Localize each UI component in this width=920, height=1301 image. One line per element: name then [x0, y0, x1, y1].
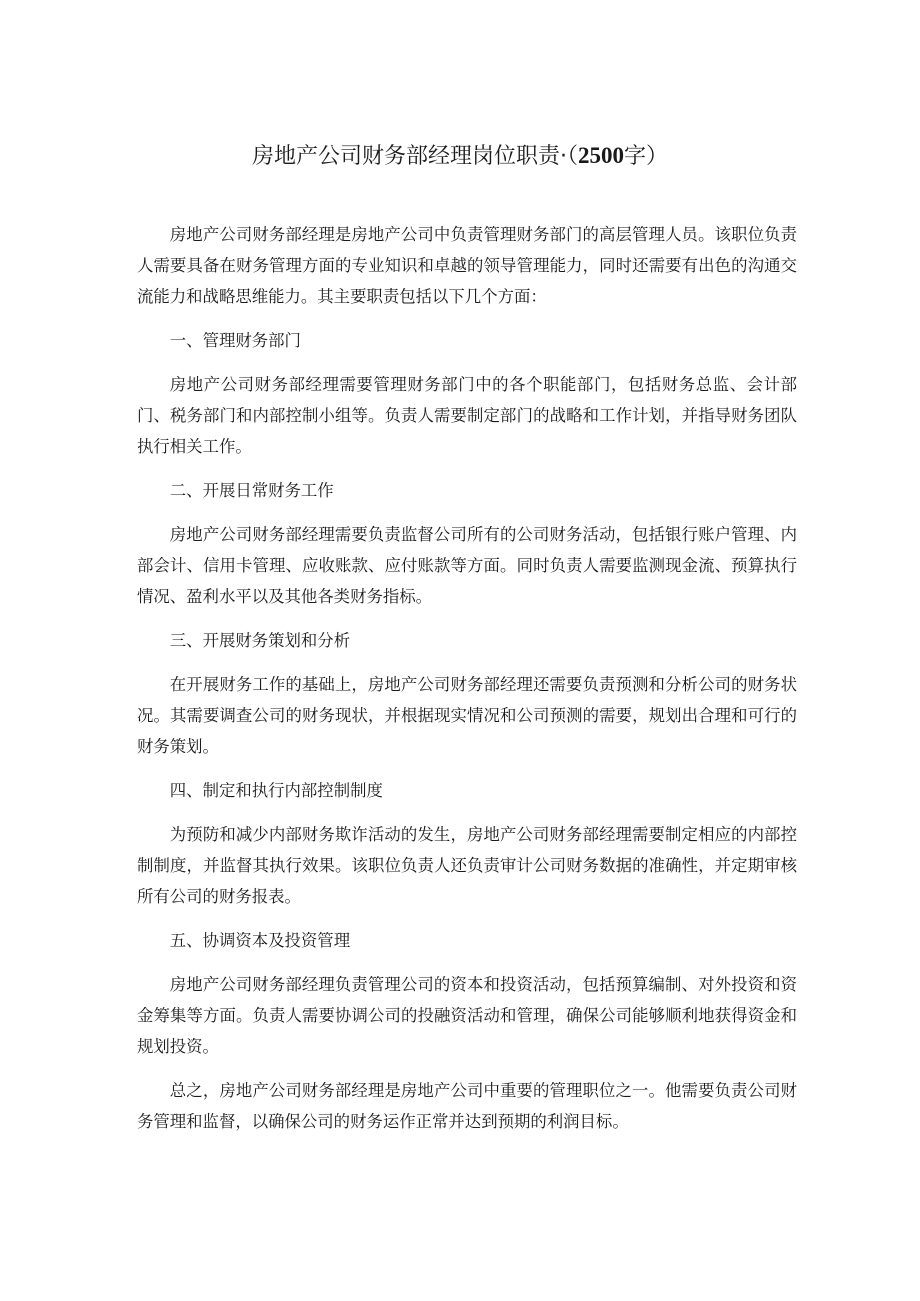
title-text: 房地产公司财务部经理岗位职责·（	[251, 144, 578, 169]
section-heading-5: 五、协调资本及投资管理	[169, 931, 351, 950]
document-body	[137, 219, 797, 1150]
section-heading-3: 三、开展财务策划和分析	[169, 631, 351, 650]
section-body-4: 为预防和减少内部财务欺诈活动的发生，房地产公司财务部经理需要制定相应的内部控制制度，并监督其执行效果。该职位负责人还负责审计公司财务数据的准确性，并定期审核所有公司的财务报表。	[137, 825, 797, 906]
section-heading-4: 四、制定和执行内部控制制度	[169, 781, 383, 800]
section-body-1: 房地产公司财务部经理需要管理财务部门中的各个职能部门，包括财务总监、会计部门、税务部门和内部控制小组等。负责人需要制定部门的战略和工作计划，并指导财务团队执行相关工作。	[137, 375, 797, 456]
intro-paragraph: 房地产公司财务部经理是房地产公司中负责管理财务部门的高层管理人员。该职位负责人需要具备在财务管理方面的专业知识和卓越的领导管理能力，同时还需要有出色的沟通交流能力和战略思维能力。其主要职责包括以下几个方面：	[137, 225, 797, 306]
title-suffix: 字）	[623, 144, 668, 169]
document-title	[0, 141, 920, 172]
conclusion-paragraph: 总之，房地产公司财务部经理是房地产公司中重要的管理职位之一。他需要负责公司财务管理和监督，以确保公司的财务运作正常并达到预期的利润目标。	[137, 1081, 797, 1131]
section-heading-1: 一、管理财务部门	[169, 331, 301, 350]
section-body-5: 房地产公司财务部经理负责管理公司的资本和投资活动，包括预算编制、对外投资和资金筹集等方面。负责人需要协调公司的投融资活动和管理，确保公司能够顺利地获得资金和规划投资。	[137, 975, 797, 1056]
section-body-3: 在开展财务工作的基础上，房地产公司财务部经理还需要负责预测和分析公司的财务状况。其需要调查公司的财务现状，并根据现实情况和公司预测的需要，规划出合理和可行的财务策划。	[137, 675, 797, 756]
section-heading-2: 二、开展日常财务工作	[169, 481, 334, 500]
section-body-2: 房地产公司财务部经理需要负责监督公司所有的公司财务活动，包括银行账户管理、内部会计、信用卡管理、应收账款、应付账款等方面。同时负责人需要监测现金流、预算执行情况、盈利水平以及其他各类财务指标。	[137, 525, 797, 606]
title-number: 2500	[577, 143, 624, 168]
